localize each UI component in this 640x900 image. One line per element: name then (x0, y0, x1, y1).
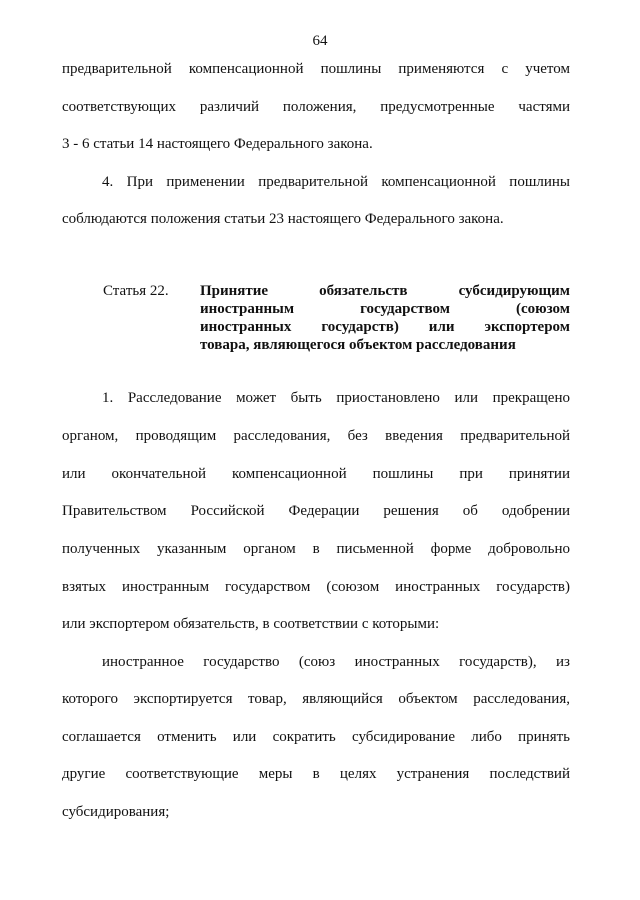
text-line: соответствующих различий положения, предусмотренные частями (62, 99, 570, 115)
text-line: которого экспортируется товар, являющийся объектом расследования, (62, 691, 570, 707)
text-line: предварительной компенсационной пошлины применяются с учетом (62, 61, 570, 77)
text-line: иностранное государство (союз иностранных государств), из (102, 654, 570, 670)
text-line: полученных указанным органом в письменной форме добровольно (62, 541, 570, 557)
text-line: Правительством Российской Федерации решения об одобрении (62, 503, 570, 519)
text-line: взятых иностранным государством (союзом иностранных государств) (62, 579, 570, 595)
text-line: 1. Расследование может быть приостановлено или прекращено (102, 390, 570, 406)
article-title-line: Принятие обязательств субсидирующим (200, 283, 570, 299)
article-title-line: иностранным государством (союзом (200, 301, 570, 317)
text-line: или экспортером обязательств, в соответствии с которыми: (62, 616, 440, 632)
text-line: соглашается отменить или сократить субсидирование либо принять (62, 729, 570, 745)
text-line: 4. При применении предварительной компенсационной пошлины (102, 174, 570, 190)
text-line: другие соответствующие меры в целях устранения последствий (62, 766, 570, 782)
article-title-line: товара, являющегося объектом расследования (200, 337, 516, 353)
page-number: 64 (312, 33, 328, 49)
text-line: соблюдаются положения статьи 23 настоящего Федерального закона. (62, 211, 504, 227)
text-line: субсидирования; (62, 804, 170, 820)
article-title-line: иностранных государств) или экспортером (200, 319, 570, 335)
article-label: Статья 22. (103, 283, 169, 299)
text-line: органом, проводящим расследования, без введения предварительной (62, 428, 570, 444)
text-line: или окончательной компенсационной пошлины при принятии (62, 466, 570, 482)
text-line: 3 - 6 статьи 14 настоящего Федерального закона. (62, 136, 373, 152)
